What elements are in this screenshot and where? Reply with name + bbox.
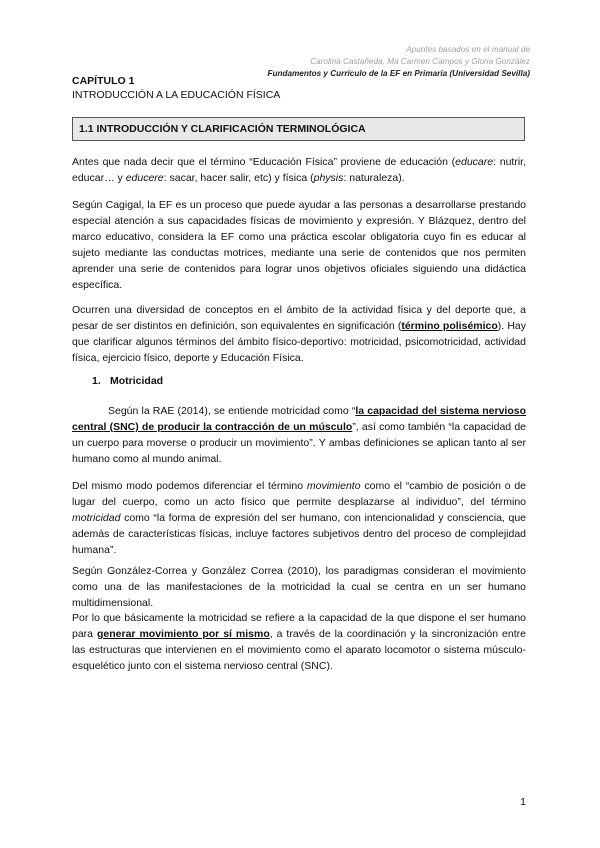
item-number: 1. bbox=[92, 375, 101, 387]
term-motricidad: motricidad bbox=[72, 512, 121, 524]
chapter-number: CAPÍTULO 1 bbox=[72, 75, 135, 87]
paragraph-7: Por lo que básicamente la motricidad se refiere a la capacidad de la que dispone el ser humano para generar movimiento por sí mismo, a través de la coordinación y la sincronización entre las estructuras que intervienen en el movimiento como el aparato locomotor o sistema músculo-esquelético junto con el sistema nervioso central (SNC). bbox=[72, 612, 526, 672]
page-number: 1 bbox=[520, 796, 526, 808]
item-title-motricidad bbox=[92, 374, 163, 388]
paragraph-5: Del mismo modo podemos diferenciar el término movimiento como el “cambio de posición o de lugar del cuerpo, como un acto físico que permite desplazarse al individuo”, del término motricidad como “la forma de expresión del ser humano, con intencionalidad y consciencia, que además de características físicas, incluye factores subjetivos dentro del proceso de complejidad humana”. bbox=[72, 480, 526, 556]
term-educare: educare bbox=[455, 156, 494, 168]
key-phrase: generar movimiento por sí mismo bbox=[96, 628, 270, 640]
term-movimiento: movimiento bbox=[306, 480, 361, 492]
paragraph-6: Según González-Correa y González Correa (2010), los paradigmas consideran el movimiento como una de las manifestaciones de la motricidad la cual se centra en un ser humano multidimensional. bbox=[72, 565, 526, 609]
term-physis: physis bbox=[313, 172, 344, 184]
header-line-2: Carolina Castañeda, Ma Carmen Campos y Gloria González bbox=[310, 57, 530, 66]
item-label: Motricidad bbox=[110, 375, 164, 387]
term-educere: educere bbox=[125, 172, 164, 184]
header-note bbox=[267, 44, 530, 80]
paragraph-2: Según Cagigal, la EF es un proceso que puede ayudar a las personas a desarrollarse prestando especial atención a sus capacidades físicas de movimiento y expresión. Y Blázquez, dentro del marco educativo, considera la EF como una práctica escolar obligatoria cuyo fin es educar al sujeto mediante las conductas motrices, mediante una serie de contenidos que nos permiten aprender una serie de contenidos para lograr unos objetivos oficiales siguiendo una didáctica específica. bbox=[72, 199, 526, 291]
definition-rae: la capacidad del sistema nervioso central (SNC) de producir la contracción de un músculo bbox=[72, 405, 527, 433]
chapter-title: INTRODUCCIÓN A LA EDUCACIÓN FÍSICA bbox=[72, 89, 281, 101]
paragraph-3: Ocurren una diversidad de conceptos en el ámbito de la actividad física y del deporte que, a pesar de ser distintos en definición, son equivalentes en significación (término polisémico). Hay que clarificar algunos términos del ámbito físico-deportivo: motricidad, psicomotricidad, actividad física, ejercicio físico, deporte y Educación Física. bbox=[72, 304, 526, 364]
term-polisemico: término polisémico bbox=[401, 320, 498, 332]
paragraph-4: Según la RAE (2014), se entiende motricidad como “la capacidad del sistema nervioso central (SNC) de producir la contracción de un músculo”, así como también “la capacidad de un cuerpo para moverse o producir un movimiento”. Y ambas definiciones se aplican tanto al ser humano como al mundo animal. bbox=[72, 405, 527, 465]
chapter-heading bbox=[72, 74, 280, 102]
header-line-1: Apuntes basados en el manual de bbox=[406, 45, 530, 54]
header-line-3: Fundamentos y Currículo de la EF en Primaria (Universidad Sevilla) bbox=[267, 69, 530, 78]
section-title: 1.1 INTRODUCCIÓN Y CLARIFICACIÓN TERMINOLÓGICA bbox=[72, 117, 525, 141]
paragraph-1: Antes que nada decir que el término “Educación Física” proviene de educación (educare: nutrir, educar… y educere: sacar, hacer salir, etc) y física (physis: naturaleza). bbox=[72, 156, 526, 184]
